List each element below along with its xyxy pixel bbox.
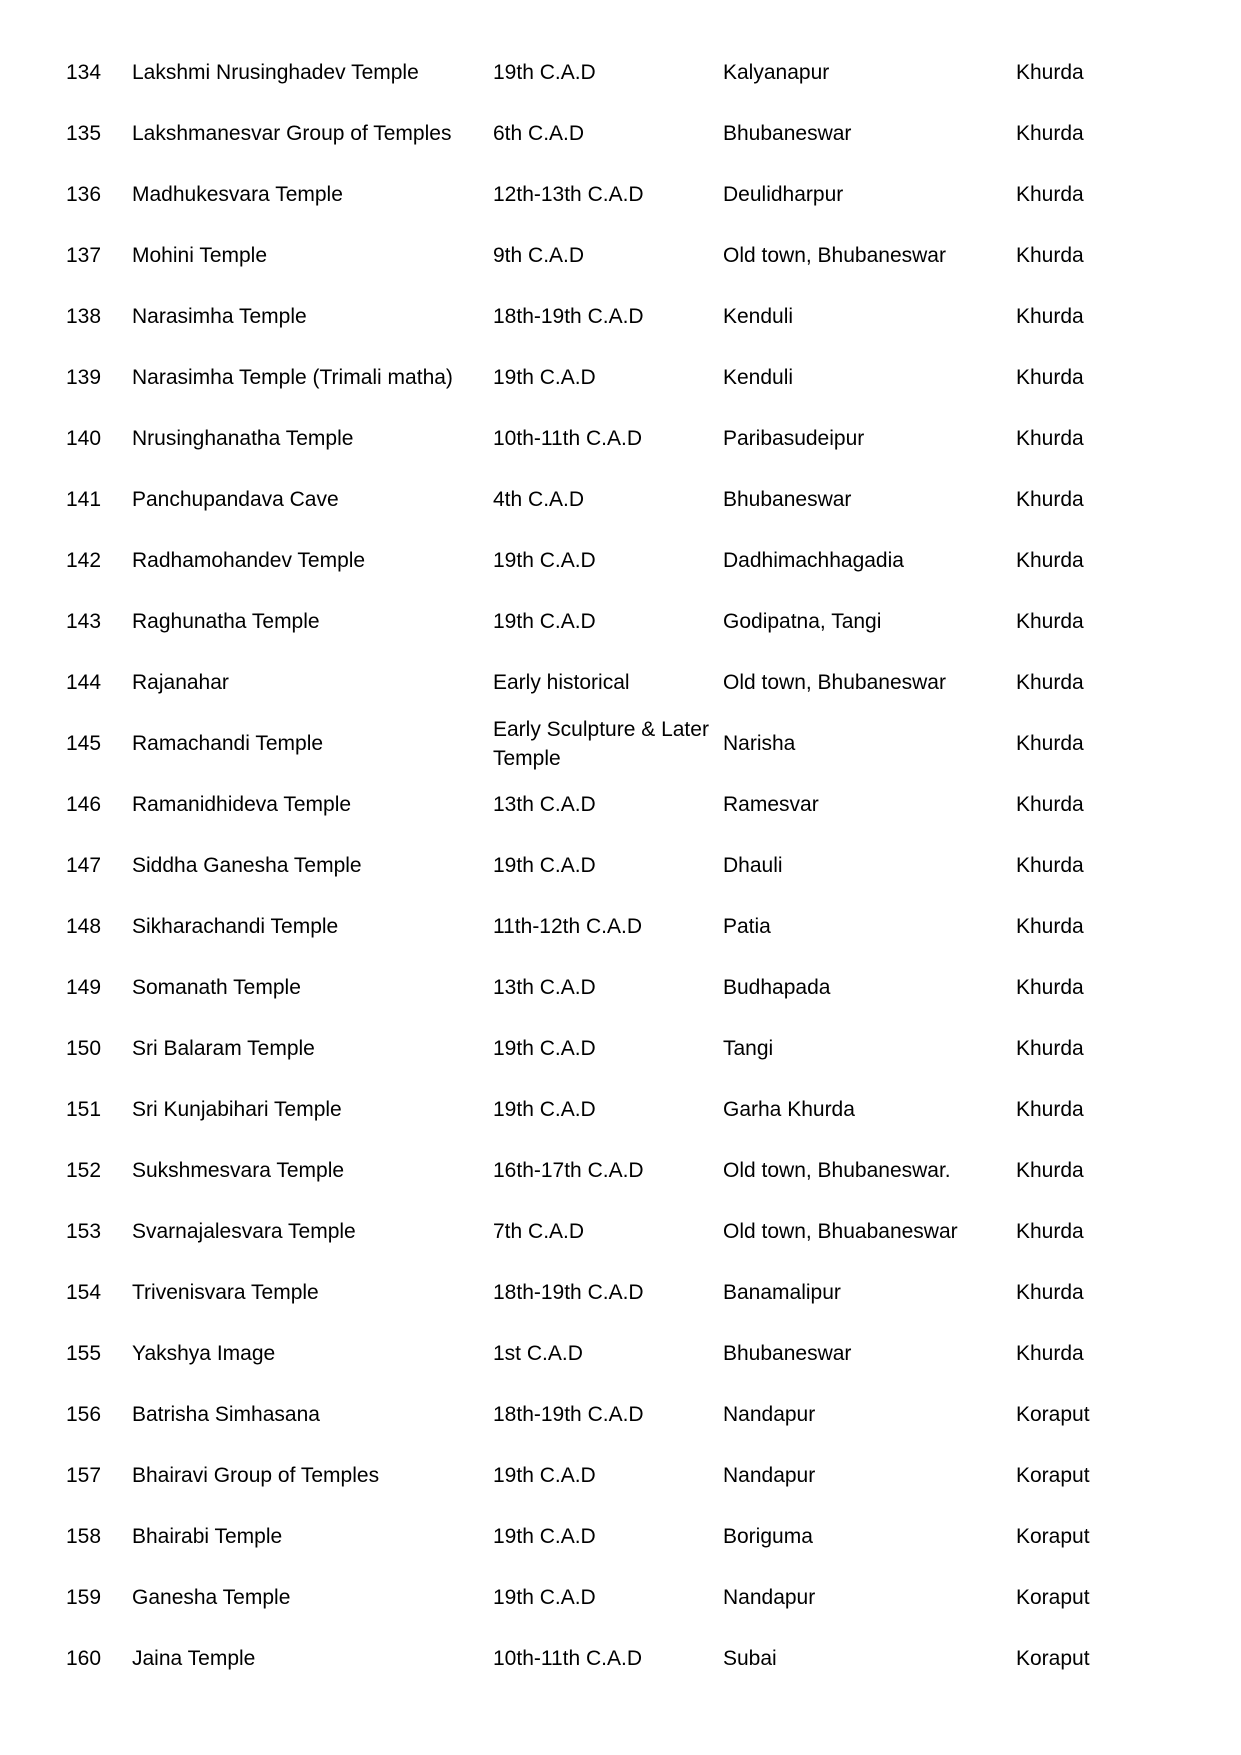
period-cell: 19th C.A.D bbox=[493, 854, 596, 877]
period-cell: 16th-17th C.A.D bbox=[493, 1159, 644, 1182]
period-cell: 6th C.A.D bbox=[493, 122, 585, 145]
period-cell: 1st C.A.D bbox=[493, 1342, 583, 1365]
district-cell: Khurda bbox=[1016, 305, 1084, 328]
table-row bbox=[66, 1262, 1126, 1323]
table-row bbox=[66, 1567, 1126, 1628]
serial-number-cell: 135 bbox=[66, 122, 102, 145]
serial-number-cell: 141 bbox=[66, 488, 102, 511]
district-cell: Khurda bbox=[1016, 61, 1084, 84]
district-cell: Khurda bbox=[1016, 671, 1084, 694]
district-cell: Khurda bbox=[1016, 122, 1084, 145]
table-row bbox=[66, 957, 1126, 1018]
serial-number-cell: 138 bbox=[66, 305, 102, 328]
serial-number-cell: 151 bbox=[66, 1098, 102, 1121]
monument-name-cell: Bhairabi Temple bbox=[132, 1525, 283, 1548]
district-cell: Khurda bbox=[1016, 366, 1084, 389]
period-cell: 19th C.A.D bbox=[493, 61, 596, 84]
place-cell: Old town, Bhuabaneswar bbox=[723, 1220, 958, 1243]
district-cell: Khurda bbox=[1016, 610, 1084, 633]
period-cell: 4th C.A.D bbox=[493, 488, 585, 511]
district-cell: Koraput bbox=[1016, 1586, 1090, 1609]
period-cell: 19th C.A.D bbox=[493, 549, 596, 572]
monument-name-cell: Bhairavi Group of Temples bbox=[132, 1464, 380, 1487]
place-cell: Boriguma bbox=[723, 1525, 813, 1548]
district-cell: Khurda bbox=[1016, 1342, 1084, 1365]
monument-name-cell: Sri Balaram Temple bbox=[132, 1037, 315, 1060]
serial-number-cell: 153 bbox=[66, 1220, 102, 1243]
place-cell: Deulidharpur bbox=[723, 183, 844, 206]
serial-number-cell: 144 bbox=[66, 671, 102, 694]
place-cell: Dadhimachhagadia bbox=[723, 549, 904, 572]
serial-number-cell: 159 bbox=[66, 1586, 102, 1609]
serial-number-cell: 137 bbox=[66, 244, 102, 267]
place-cell: Kenduli bbox=[723, 366, 794, 389]
district-cell: Khurda bbox=[1016, 183, 1084, 206]
period-cell: 9th C.A.D bbox=[493, 244, 585, 267]
table-row bbox=[66, 225, 1126, 286]
table-row bbox=[66, 713, 1126, 774]
table-row bbox=[66, 42, 1126, 103]
serial-number-cell: 136 bbox=[66, 183, 102, 206]
monument-name-cell: Siddha Ganesha Temple bbox=[132, 854, 362, 877]
place-cell: Budhapada bbox=[723, 976, 831, 999]
place-cell: Kenduli bbox=[723, 305, 794, 328]
district-cell: Khurda bbox=[1016, 1281, 1084, 1304]
table-row bbox=[66, 652, 1126, 713]
monument-name-cell: Jaina Temple bbox=[132, 1647, 256, 1670]
place-cell: Nandapur bbox=[723, 1586, 816, 1609]
serial-number-cell: 155 bbox=[66, 1342, 102, 1365]
serial-number-cell: 160 bbox=[66, 1647, 102, 1670]
district-cell: Khurda bbox=[1016, 1098, 1084, 1121]
monument-name-cell: Sukshmesvara Temple bbox=[132, 1159, 345, 1182]
place-cell: Bhubaneswar bbox=[723, 1342, 852, 1365]
monument-name-cell: Ramanidhideva Temple bbox=[132, 793, 352, 816]
table-row bbox=[66, 591, 1126, 652]
place-cell: Ramesvar bbox=[723, 793, 819, 816]
period-cell: Early Sculpture & Later Temple bbox=[493, 717, 709, 770]
table-row bbox=[66, 1323, 1126, 1384]
place-cell: Kalyanapur bbox=[723, 61, 830, 84]
serial-number-cell: 156 bbox=[66, 1403, 102, 1426]
monuments-table bbox=[66, 42, 1126, 1689]
table-row bbox=[66, 1506, 1126, 1567]
period-cell: 11th-12th C.A.D bbox=[493, 915, 643, 938]
monument-name-cell: Radhamohandev Temple bbox=[132, 549, 366, 572]
period-cell: 19th C.A.D bbox=[493, 366, 596, 389]
period-cell: 18th-19th C.A.D bbox=[493, 305, 644, 328]
monument-name-cell: Narasimha Temple (Trimali matha) bbox=[132, 366, 453, 389]
monument-name-cell: Trivenisvara Temple bbox=[132, 1281, 319, 1304]
serial-number-cell: 149 bbox=[66, 976, 102, 999]
district-cell: Khurda bbox=[1016, 976, 1084, 999]
table-row bbox=[66, 1445, 1126, 1506]
period-cell: 13th C.A.D bbox=[493, 976, 596, 999]
district-cell: Khurda bbox=[1016, 549, 1084, 572]
table-row bbox=[66, 347, 1126, 408]
place-cell: Old town, Bhubaneswar. bbox=[723, 1159, 951, 1182]
monument-name-cell: Lakshmanesvar Group of Temples bbox=[132, 122, 452, 145]
period-cell: 18th-19th C.A.D bbox=[493, 1281, 644, 1304]
district-cell: Khurda bbox=[1016, 915, 1084, 938]
monuments-table-body bbox=[66, 42, 1126, 1689]
place-cell: Banamalipur bbox=[723, 1281, 841, 1304]
table-row bbox=[66, 1018, 1126, 1079]
table-row bbox=[66, 530, 1126, 591]
monument-name-cell: Mohini Temple bbox=[132, 244, 268, 267]
monument-name-cell: Lakshmi Nrusinghadev Temple bbox=[132, 61, 419, 84]
period-cell: Early historical bbox=[493, 671, 630, 694]
table-row bbox=[66, 469, 1126, 530]
serial-number-cell: 158 bbox=[66, 1525, 102, 1548]
monument-name-cell: Yakshya Image bbox=[132, 1342, 276, 1365]
monument-name-cell: Narasimha Temple bbox=[132, 305, 307, 328]
place-cell: Nandapur bbox=[723, 1464, 816, 1487]
place-cell: Narisha bbox=[723, 732, 796, 755]
district-cell: Khurda bbox=[1016, 427, 1084, 450]
period-cell: 19th C.A.D bbox=[493, 1525, 596, 1548]
district-cell: Khurda bbox=[1016, 488, 1084, 511]
table-row bbox=[66, 286, 1126, 347]
monument-name-cell: Ganesha Temple bbox=[132, 1586, 291, 1609]
district-cell: Koraput bbox=[1016, 1525, 1090, 1548]
period-cell: 19th C.A.D bbox=[493, 1464, 596, 1487]
monument-name-cell: Madhukesvara Temple bbox=[132, 183, 343, 206]
serial-number-cell: 140 bbox=[66, 427, 102, 450]
monument-name-cell: Ramachandi Temple bbox=[132, 732, 324, 755]
period-cell: 19th C.A.D bbox=[493, 1586, 596, 1609]
table-row bbox=[66, 164, 1126, 225]
serial-number-cell: 146 bbox=[66, 793, 102, 816]
district-cell: Khurda bbox=[1016, 1037, 1084, 1060]
period-cell: 13th C.A.D bbox=[493, 793, 596, 816]
period-cell: 18th-19th C.A.D bbox=[493, 1403, 644, 1426]
place-cell: Dhauli bbox=[723, 854, 783, 877]
serial-number-cell: 154 bbox=[66, 1281, 102, 1304]
district-cell: Khurda bbox=[1016, 732, 1084, 755]
district-cell: Khurda bbox=[1016, 244, 1084, 267]
place-cell: Old town, Bhubaneswar bbox=[723, 671, 946, 694]
serial-number-cell: 147 bbox=[66, 854, 102, 877]
monument-name-cell: Batrisha Simhasana bbox=[132, 1403, 320, 1426]
serial-number-cell: 145 bbox=[66, 732, 102, 755]
monument-name-cell: Sikharachandi Temple bbox=[132, 915, 339, 938]
period-cell: 10th-11th C.A.D bbox=[493, 427, 643, 450]
place-cell: Old town, Bhubaneswar bbox=[723, 244, 946, 267]
monument-name-cell: Sri Kunjabihari Temple bbox=[132, 1098, 342, 1121]
place-cell: Patia bbox=[723, 915, 771, 938]
monument-name-cell: Panchupandava Cave bbox=[132, 488, 339, 511]
place-cell: Godipatna, Tangi bbox=[723, 610, 882, 633]
period-cell: 7th C.A.D bbox=[493, 1220, 585, 1243]
district-cell: Khurda bbox=[1016, 793, 1084, 816]
serial-number-cell: 152 bbox=[66, 1159, 102, 1182]
place-cell: Bhubaneswar bbox=[723, 122, 852, 145]
table-row bbox=[66, 1384, 1126, 1445]
serial-number-cell: 143 bbox=[66, 610, 102, 633]
place-cell: Paribasudeipur bbox=[723, 427, 865, 450]
district-cell: Koraput bbox=[1016, 1464, 1090, 1487]
table-row bbox=[66, 1140, 1126, 1201]
place-cell: Bhubaneswar bbox=[723, 488, 852, 511]
table-row bbox=[66, 1201, 1126, 1262]
serial-number-cell: 150 bbox=[66, 1037, 102, 1060]
period-cell: 19th C.A.D bbox=[493, 1037, 596, 1060]
period-cell: 10th-11th C.A.D bbox=[493, 1647, 643, 1670]
district-cell: Khurda bbox=[1016, 1159, 1084, 1182]
place-cell: Nandapur bbox=[723, 1403, 816, 1426]
table-row bbox=[66, 1079, 1126, 1140]
serial-number-cell: 139 bbox=[66, 366, 102, 389]
table-row bbox=[66, 1628, 1126, 1689]
table-row bbox=[66, 774, 1126, 835]
district-cell: Koraput bbox=[1016, 1403, 1090, 1426]
monument-name-cell: Somanath Temple bbox=[132, 976, 301, 999]
serial-number-cell: 142 bbox=[66, 549, 102, 572]
place-cell: Garha Khurda bbox=[723, 1098, 855, 1121]
period-cell: 19th C.A.D bbox=[493, 1098, 596, 1121]
table-row bbox=[66, 896, 1126, 957]
monument-name-cell: Nrusinghanatha Temple bbox=[132, 427, 354, 450]
serial-number-cell: 148 bbox=[66, 915, 102, 938]
district-cell: Khurda bbox=[1016, 854, 1084, 877]
district-cell: Koraput bbox=[1016, 1647, 1090, 1670]
monument-name-cell: Rajanahar bbox=[132, 671, 229, 694]
monument-name-cell: Raghunatha Temple bbox=[132, 610, 320, 633]
table-row bbox=[66, 103, 1126, 164]
district-cell: Khurda bbox=[1016, 1220, 1084, 1243]
place-cell: Subai bbox=[723, 1647, 777, 1670]
table-row bbox=[66, 835, 1126, 896]
serial-number-cell: 157 bbox=[66, 1464, 102, 1487]
serial-number-cell: 134 bbox=[66, 61, 102, 84]
monument-name-cell: Svarnajalesvara Temple bbox=[132, 1220, 356, 1243]
table-row bbox=[66, 408, 1126, 469]
period-cell: 19th C.A.D bbox=[493, 610, 596, 633]
place-cell: Tangi bbox=[723, 1037, 774, 1060]
period-cell: 12th-13th C.A.D bbox=[493, 183, 644, 206]
